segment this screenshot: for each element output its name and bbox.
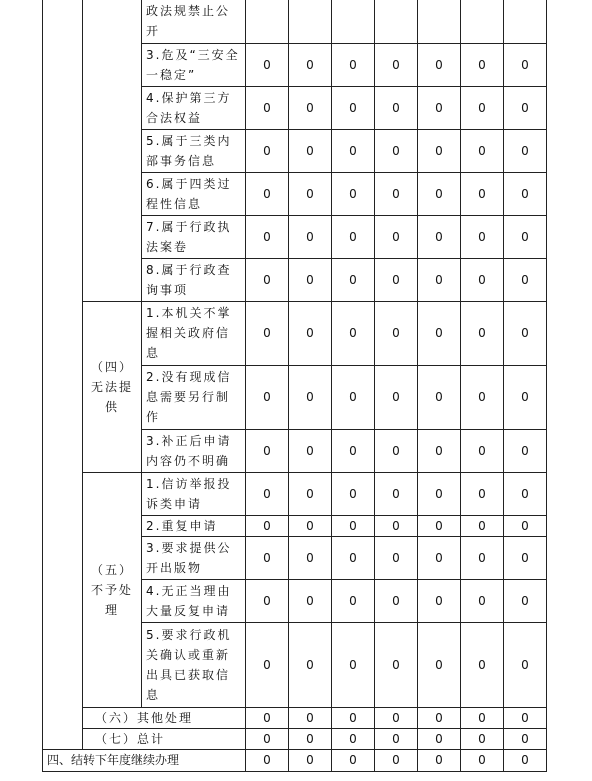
value-cell: 0	[504, 365, 547, 429]
value-cell: 0	[375, 258, 418, 301]
value-cell: 0	[504, 707, 547, 728]
value-cell: 0	[461, 429, 504, 472]
value-cell: 0	[461, 472, 504, 515]
row-label: 7.属于行政执 法案卷	[142, 215, 246, 258]
value-cell: 0	[246, 515, 289, 536]
value-cell: 0	[289, 172, 332, 215]
value-cell: 0	[246, 258, 289, 301]
value-cell: 0	[375, 707, 418, 728]
table-row	[43, 749, 547, 771]
value-cell: 0	[289, 622, 332, 707]
value-cell: 0	[504, 429, 547, 472]
value-cell	[375, 0, 418, 43]
value-cell: 0	[418, 472, 461, 515]
section-label: 四、结转下年度继续办理	[43, 749, 246, 771]
value-cell: 0	[504, 86, 547, 129]
table-row	[43, 0, 547, 43]
value-cell	[461, 0, 504, 43]
value-cell: 0	[504, 301, 547, 365]
value-cell: 0	[375, 215, 418, 258]
value-cell: 0	[246, 301, 289, 365]
value-cell: 0	[461, 172, 504, 215]
value-cell: 0	[332, 622, 375, 707]
value-cell: 0	[246, 215, 289, 258]
table-row	[43, 472, 547, 515]
value-cell: 0	[246, 129, 289, 172]
value-cell: 0	[246, 365, 289, 429]
value-cell: 0	[375, 86, 418, 129]
value-cell: 0	[375, 515, 418, 536]
value-cell: 0	[289, 749, 332, 771]
value-cell: 0	[375, 622, 418, 707]
value-cell: 0	[418, 707, 461, 728]
value-cell: 0	[332, 43, 375, 86]
value-cell: 0	[332, 258, 375, 301]
value-cell: 0	[461, 707, 504, 728]
value-cell: 0	[504, 536, 547, 579]
row-label: 1.本机关不掌 握相关政府信 息	[142, 301, 246, 365]
row-label: 4.无正当理由 大量反复申请	[142, 579, 246, 622]
statistics-table	[42, 0, 547, 772]
value-cell: 0	[332, 86, 375, 129]
row-label: 3.补正后申请 内容仍不明确	[142, 429, 246, 472]
value-cell: 0	[332, 749, 375, 771]
value-cell: 0	[418, 749, 461, 771]
value-cell	[246, 0, 289, 43]
value-cell: 0	[461, 258, 504, 301]
value-cell: 0	[289, 579, 332, 622]
value-cell: 0	[289, 129, 332, 172]
value-cell: 0	[418, 429, 461, 472]
value-cell: 0	[289, 365, 332, 429]
row-label: 4.保护第三方 合法权益	[142, 86, 246, 129]
value-cell: 0	[332, 429, 375, 472]
row-label: （六）其他处理	[83, 707, 246, 728]
value-cell: 0	[246, 728, 289, 749]
value-cell: 0	[246, 707, 289, 728]
value-cell: 0	[246, 172, 289, 215]
value-cell: 0	[246, 579, 289, 622]
value-cell: 0	[246, 43, 289, 86]
value-cell: 0	[418, 579, 461, 622]
value-cell: 0	[461, 622, 504, 707]
value-cell: 0	[504, 728, 547, 749]
value-cell: 0	[289, 258, 332, 301]
value-cell: 0	[504, 215, 547, 258]
value-cell: 0	[332, 728, 375, 749]
value-cell: 0	[289, 728, 332, 749]
value-cell	[289, 0, 332, 43]
value-cell: 0	[289, 536, 332, 579]
value-cell: 0	[418, 43, 461, 86]
value-cell: 0	[418, 258, 461, 301]
value-cell: 0	[504, 579, 547, 622]
value-cell: 0	[246, 472, 289, 515]
value-cell: 0	[418, 301, 461, 365]
group-cell: （五） 不予处 理	[83, 472, 142, 707]
value-cell: 0	[504, 749, 547, 771]
value-cell	[504, 0, 547, 43]
value-cell: 0	[461, 215, 504, 258]
value-cell: 0	[504, 258, 547, 301]
row-label: 8.属于行政查 询事项	[142, 258, 246, 301]
value-cell: 0	[461, 579, 504, 622]
table-row	[43, 301, 547, 365]
value-cell	[418, 0, 461, 43]
value-cell: 0	[289, 215, 332, 258]
value-cell: 0	[332, 215, 375, 258]
value-cell: 0	[332, 172, 375, 215]
value-cell: 0	[246, 536, 289, 579]
row-label: 5.要求行政机 关确认或重新 出具已获取信 息	[142, 622, 246, 707]
value-cell: 0	[418, 536, 461, 579]
row-label: 3.危及“三安全 一稳定”	[142, 43, 246, 86]
value-cell: 0	[246, 429, 289, 472]
value-cell: 0	[418, 365, 461, 429]
row-label: 3.要求提供公 开出版物	[142, 536, 246, 579]
value-cell: 0	[289, 86, 332, 129]
value-cell: 0	[461, 86, 504, 129]
value-cell: 0	[504, 622, 547, 707]
value-cell: 0	[375, 749, 418, 771]
value-cell: 0	[332, 365, 375, 429]
row-label: 6.属于四类过 程性信息	[142, 172, 246, 215]
value-cell: 0	[289, 707, 332, 728]
value-cell: 0	[332, 129, 375, 172]
value-cell: 0	[461, 749, 504, 771]
value-cell: 0	[375, 365, 418, 429]
value-cell: 0	[504, 515, 547, 536]
value-cell	[332, 0, 375, 43]
value-cell: 0	[418, 215, 461, 258]
value-cell: 0	[461, 43, 504, 86]
value-cell: 0	[418, 129, 461, 172]
value-cell: 0	[289, 301, 332, 365]
value-cell: 0	[332, 536, 375, 579]
row-label: （七）总计	[83, 728, 246, 749]
value-cell: 0	[332, 515, 375, 536]
value-cell: 0	[504, 172, 547, 215]
value-cell: 0	[375, 429, 418, 472]
value-cell: 0	[418, 728, 461, 749]
value-cell: 0	[504, 472, 547, 515]
value-cell: 0	[246, 749, 289, 771]
value-cell: 0	[289, 472, 332, 515]
table-row	[43, 707, 547, 728]
value-cell: 0	[332, 707, 375, 728]
value-cell: 0	[289, 429, 332, 472]
value-cell: 0	[246, 86, 289, 129]
group-cell	[83, 0, 142, 301]
value-cell: 0	[332, 301, 375, 365]
row-label: 2.没有现成信 息需要另行制 作	[142, 365, 246, 429]
value-cell: 0	[461, 301, 504, 365]
table-row	[43, 728, 547, 749]
value-cell: 0	[375, 472, 418, 515]
row-label: 2.重复申请	[142, 515, 246, 536]
value-cell: 0	[375, 129, 418, 172]
value-cell: 0	[504, 43, 547, 86]
value-cell: 0	[461, 515, 504, 536]
outer-category-cell	[43, 0, 83, 749]
value-cell: 0	[375, 728, 418, 749]
row-label: 政法规禁止公 开	[142, 0, 246, 43]
value-cell: 0	[332, 472, 375, 515]
value-cell: 0	[246, 622, 289, 707]
value-cell: 0	[418, 622, 461, 707]
group-cell: （四） 无法提 供	[83, 301, 142, 472]
value-cell: 0	[461, 728, 504, 749]
value-cell: 0	[461, 365, 504, 429]
value-cell: 0	[332, 579, 375, 622]
value-cell: 0	[504, 129, 547, 172]
row-label: 5.属于三类内 部事务信息	[142, 129, 246, 172]
value-cell: 0	[375, 301, 418, 365]
value-cell: 0	[375, 579, 418, 622]
value-cell: 0	[461, 536, 504, 579]
value-cell: 0	[375, 536, 418, 579]
value-cell: 0	[289, 515, 332, 536]
value-cell: 0	[375, 172, 418, 215]
value-cell: 0	[375, 43, 418, 86]
value-cell: 0	[418, 172, 461, 215]
value-cell: 0	[418, 86, 461, 129]
row-label: 1.信访举报投 诉类申请	[142, 472, 246, 515]
value-cell: 0	[289, 43, 332, 86]
value-cell: 0	[418, 515, 461, 536]
value-cell: 0	[461, 129, 504, 172]
